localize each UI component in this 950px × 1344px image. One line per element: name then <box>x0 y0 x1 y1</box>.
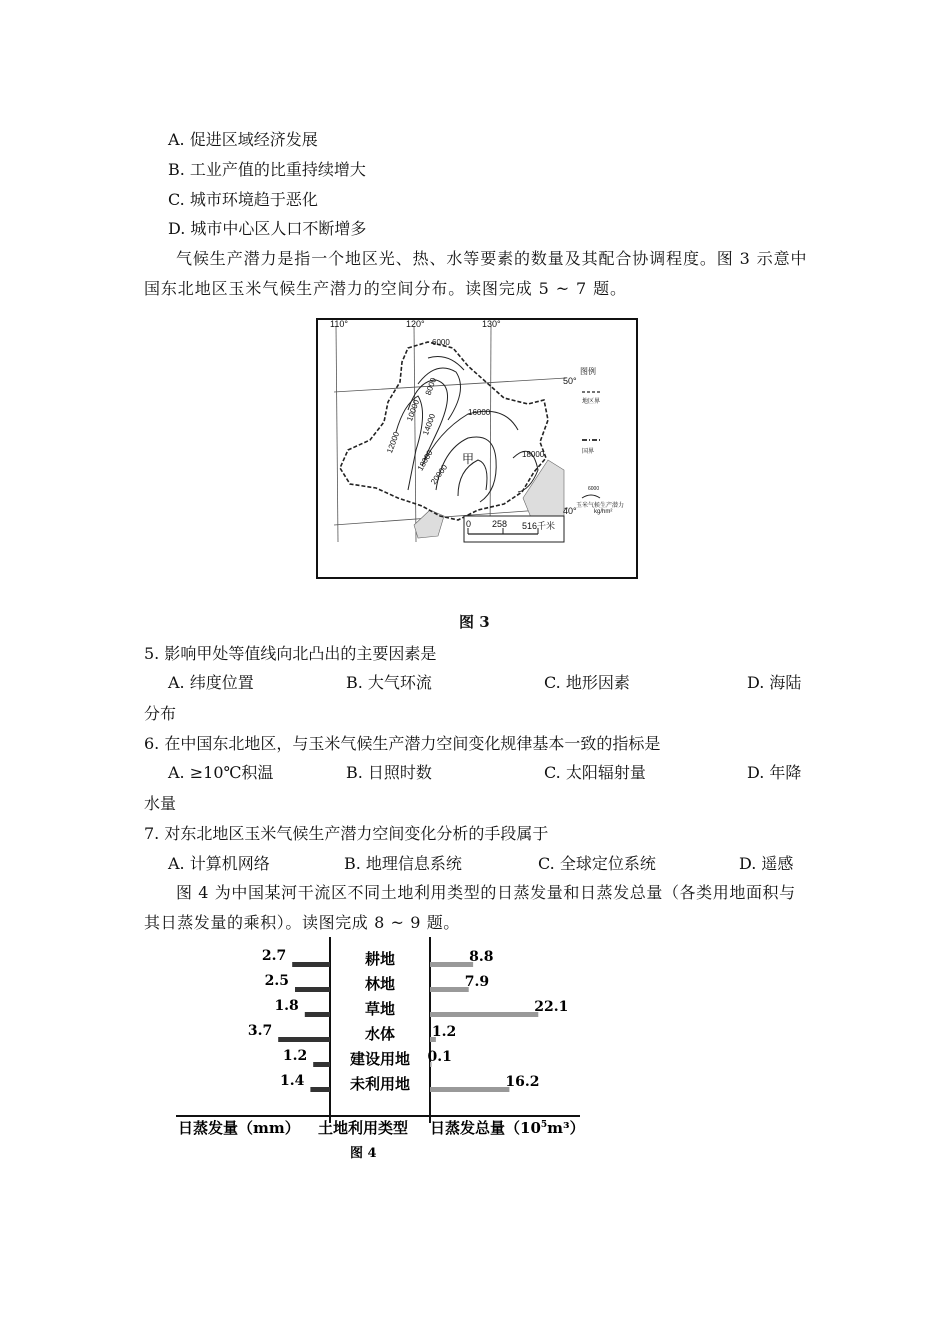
bar-total-evaporation-grassland <box>430 1012 538 1017</box>
isoline-6000: 6000 <box>432 338 450 347</box>
intro-8-9-line1: 图 4 为中国某河干流区不同土地利用类型的日蒸发量和日蒸发总量（各类用地面积与 <box>176 883 796 902</box>
q5-option-a: A. 纬度位置 <box>168 673 254 692</box>
isoline-14000: 14000 <box>421 412 438 437</box>
category-label-grassland: 草地 <box>364 1000 396 1018</box>
value-label-left-forest: 2.5 <box>264 973 289 989</box>
isoline-20000: 20000 <box>429 462 450 487</box>
bar-total-evaporation-cropland <box>430 962 473 967</box>
axis-label-right-main: 日蒸发总量（10 <box>430 1119 541 1137</box>
q5-stem: 5. 影响甲处等值线向北凸出的主要因素是 <box>144 644 437 663</box>
region-boundary <box>340 342 548 520</box>
scale-label-516: 516千米 <box>522 521 556 531</box>
q6-option-d: D. 年降 <box>747 763 802 782</box>
legend-item-national-boundary: 国界 <box>582 448 595 455</box>
legend-unit: kg/hm² <box>594 509 613 515</box>
q7-option-a: A. 计算机网络 <box>168 854 270 873</box>
category-label-cropland: 耕地 <box>364 950 396 968</box>
isoline-18000-center: 18000 <box>415 448 435 473</box>
isoline-16000: 16000 <box>468 408 491 417</box>
value-label-right-built-up: 0.1 <box>427 1049 452 1065</box>
value-label-right-water: 1.2 <box>431 1024 457 1040</box>
q5-option-b: B. 大气环流 <box>346 673 432 692</box>
value-label-right-forest: 7.9 <box>464 974 490 990</box>
lon-label-120: 120° <box>406 319 425 329</box>
q6-option-b: B. 日照时数 <box>346 763 432 782</box>
figure-4-chart <box>170 935 590 1165</box>
category-label-forest: 林地 <box>364 975 396 993</box>
value-label-left-built-up: 1.2 <box>282 1048 308 1064</box>
q6-option-a: A. ≥10℃积温 <box>168 763 274 782</box>
q6-option-d-wrap: 水量 <box>144 794 177 813</box>
lon-label-130: 130° <box>482 319 501 329</box>
axis-label-right-sup: 5 <box>540 1120 548 1130</box>
scale-label-0: 0 <box>466 519 472 529</box>
legend-title: 图例 <box>580 367 596 376</box>
q6-option-c: C. 太阳辐射量 <box>544 763 646 782</box>
scale-label-258: 258 <box>492 519 508 529</box>
q6-stem: 6. 在中国东北地区，与玉米气候生产潜力空间变化规律基本一致的指标是 <box>144 734 661 753</box>
q7-option-b: B. 地理信息系统 <box>344 854 462 873</box>
q4-option-c: C. 城市环境趋于恶化 <box>168 190 318 209</box>
value-label-left-grassland: 1.8 <box>274 998 299 1014</box>
q4-option-d: D. 城市中心区人口不断增多 <box>168 219 367 238</box>
category-label-built-up: 建设用地 <box>349 1050 411 1068</box>
q7-option-c: C. 全球定位系统 <box>538 854 656 873</box>
legend-item-region-boundary: 地区界 <box>582 398 601 405</box>
category-label-unused: 未利用地 <box>349 1075 411 1093</box>
bar-evaporation-water <box>278 1037 330 1042</box>
value-label-right-grassland: 22.1 <box>534 999 569 1015</box>
q7-option-d: D. 遥感 <box>739 854 794 873</box>
isoline-10000: 10000 <box>405 398 422 423</box>
lat-label-40: 40° <box>563 506 577 516</box>
region-mark-jia: 甲 <box>462 452 475 466</box>
axis-label-right <box>430 1119 585 1137</box>
axis-label-center: 土地利用类型 <box>318 1119 409 1137</box>
value-label-left-cropland: 2.7 <box>261 948 287 964</box>
category-label-water: 水体 <box>364 1025 396 1043</box>
figure-4-caption: 图 4 <box>350 1146 377 1161</box>
value-label-right-cropland: 8.8 <box>469 949 494 965</box>
q7-stem: 7. 对东北地区玉米气候生产潜力空间变化分析的手段属于 <box>144 824 549 843</box>
axis-label-right-tail: m³） <box>547 1119 585 1137</box>
bar-evaporation-grassland <box>305 1012 330 1017</box>
intro-8-9-line2: 其日蒸发量的乘积）。读图完成 8 ~ 9 题。 <box>144 913 460 932</box>
q5-option-c: C. 地形因素 <box>544 673 630 692</box>
isolines <box>396 357 538 503</box>
q5-option-d: D. 海陆 <box>747 673 802 692</box>
bar-evaporation-built-up <box>313 1062 330 1067</box>
isoline-12000: 12000 <box>385 430 402 455</box>
figure-3-caption: 图 3 <box>459 613 490 631</box>
lat-label-50: 50° <box>563 376 577 386</box>
legend-symbols <box>582 392 600 498</box>
lon-label-110: 110° <box>330 319 348 329</box>
legend-isoline-sample: 6000 <box>588 486 600 492</box>
intro-5-7-line1: 气候生产潜力是指一个地区光、热、水等要素的数量及其配合协调程度。图 3 示意中 <box>176 249 808 268</box>
figure-3-map <box>316 318 638 579</box>
bar-evaporation-forest <box>295 987 330 992</box>
value-label-left-water: 3.7 <box>247 1023 273 1039</box>
q5-option-d-wrap: 分布 <box>144 704 177 723</box>
bar-total-evaporation-forest <box>430 987 469 992</box>
bar-evaporation-unused <box>310 1087 330 1092</box>
isoline-18000-east: 18000 <box>522 450 545 459</box>
value-label-right-unused: 16.2 <box>505 1074 540 1090</box>
bar-evaporation-cropland <box>292 962 330 967</box>
legend-item-potential: 玉米气候生产潜力 <box>576 502 625 509</box>
q4-option-b: B. 工业产值的比重持续增大 <box>168 160 366 179</box>
bar-total-evaporation-unused <box>430 1087 509 1092</box>
axis-label-left: 日蒸发量（mm） <box>178 1119 300 1137</box>
intro-5-7-line2: 国东北地区玉米气候生产潜力的空间分布。读图完成 5 ~ 7 题。 <box>144 279 627 298</box>
q4-option-a: A. 促进区域经济发展 <box>168 130 318 149</box>
isoline-8000: 8000 <box>423 376 439 397</box>
value-label-left-unused: 1.4 <box>280 1073 305 1089</box>
